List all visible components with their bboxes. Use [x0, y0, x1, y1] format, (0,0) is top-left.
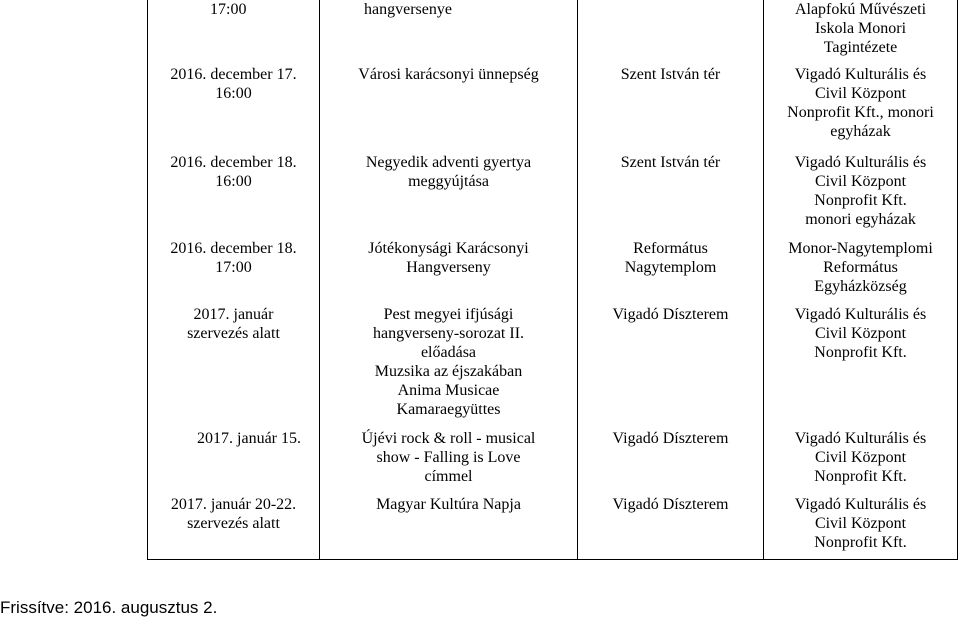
venue-cell: Szent István tér [578, 65, 764, 153]
organizer-cell: Monor-Nagytemplomi Református Egyházközség [764, 239, 958, 305]
table-row [148, 65, 958, 153]
venue-cell [578, 0, 764, 65]
event-cell: hangversenye [320, 0, 578, 65]
date-cell: 2016. december 17. 16:00 [148, 65, 320, 153]
event-cell: Jótékonysági Karácsonyi Hangverseny [320, 239, 578, 305]
venue-cell: Vigadó Díszterem [578, 305, 764, 429]
date-cell: 2016. december 18. 17:00 [148, 239, 320, 305]
date-cell: 2016. december 18. 16:00 [148, 153, 320, 239]
organizer-cell: Vigadó Kulturális és Civil Központ Nonprofit Kft. [764, 305, 958, 429]
table-row [148, 429, 958, 495]
venue-cell: Református Nagytemplom [578, 239, 764, 305]
event-cell: Negyedik adventi gyertya meggyújtása [320, 153, 578, 239]
event-cell: Pest megyei ifjúsági hangverseny-sorozat II. előadása Muzsika az éjszakában Anima Musicae Kamaraegyüttes [320, 305, 578, 429]
table-row [148, 153, 958, 239]
organizer-cell: Vigadó Kulturális és Civil Központ Nonprofit Kft. monori egyházak [764, 153, 958, 239]
organizer-cell: Vigadó Kulturális és Civil Központ Nonprofit Kft., monori egyházak [764, 65, 958, 153]
venue-cell: Vigadó Díszterem [578, 429, 764, 495]
event-cell: Városi karácsonyi ünnepség [320, 65, 578, 153]
organizer-cell: Alapfokú Művészeti Iskola Monori Tagintézete [764, 0, 958, 65]
organizer-cell: Vigadó Kulturális és Civil Központ Nonprofit Kft. [764, 495, 958, 560]
table-row [148, 305, 958, 429]
date-cell: 2017. január 15. [148, 429, 320, 495]
venue-cell: Szent István tér [578, 153, 764, 239]
organizer-cell: Vigadó Kulturális és Civil Központ Nonprofit Kft. [764, 429, 958, 495]
date-cell: 17:00 [148, 0, 320, 65]
table-row [148, 239, 958, 305]
updated-footer: Frissítve: 2016. augusztus 2. [0, 598, 218, 617]
date-cell: 2017. január szervezés alatt [148, 305, 320, 429]
date-cell: 2017. január 20-22. szervezés alatt [148, 495, 320, 560]
table-row [148, 0, 958, 65]
event-cell: Újévi rock & roll - musical show - Falling is Love címmel [320, 429, 578, 495]
events-table [147, 0, 958, 560]
table-row [148, 495, 958, 560]
event-cell: Magyar Kultúra Napja [320, 495, 578, 560]
venue-cell: Vigadó Díszterem [578, 495, 764, 560]
